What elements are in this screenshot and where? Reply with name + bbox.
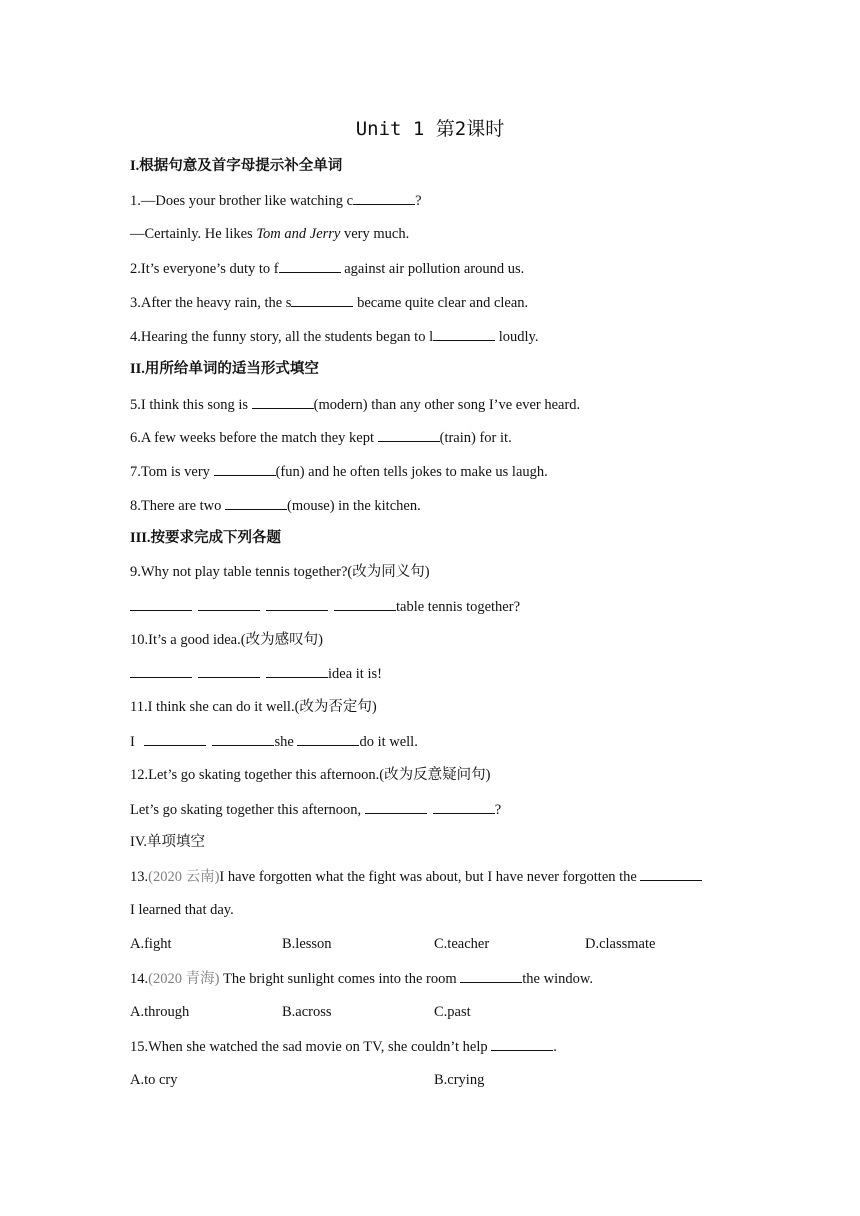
question-1	[130, 190, 422, 211]
answer-blank	[252, 394, 314, 409]
question-text: (train) for it.	[439, 430, 512, 446]
question-12: 12.Let’s go skating together this afternoon.(改为反意疑问句)	[130, 767, 491, 783]
answer-blank	[198, 663, 260, 678]
answer-blank	[433, 326, 495, 341]
question-number: 14.	[130, 971, 149, 987]
answer-blank	[365, 799, 427, 814]
question-10: 10.It’s a good idea.(改为感叹句)	[130, 632, 323, 648]
question-text: 1.—Does your brother like watching c	[130, 193, 354, 209]
question-text: the window.	[522, 971, 594, 987]
question-text: loudly.	[495, 329, 539, 345]
answer-blank	[266, 596, 328, 611]
question-14	[130, 968, 593, 989]
option-b: B.crying	[434, 1072, 485, 1088]
question-9-answer	[130, 596, 520, 617]
answer-blank	[297, 731, 359, 746]
question-text: 4.Hearing the funny story, all the students began to l	[130, 329, 434, 345]
answer-blank	[130, 596, 192, 611]
question-text: 5.I think this song is	[130, 397, 252, 413]
answer-blank	[225, 495, 287, 510]
answer-blank	[334, 596, 396, 611]
section-heading-2: II.用所给单词的适当形式填空	[130, 361, 319, 377]
answer-blank	[212, 731, 274, 746]
question-text: Let’s go skating together this afternoon,	[130, 802, 365, 818]
answer-blank	[291, 292, 353, 307]
question-text: —Certainly. He likes	[130, 226, 257, 242]
answer-blank	[198, 596, 260, 611]
answer-blank	[214, 461, 276, 476]
question-text: 3.After the heavy rain, the s	[130, 295, 292, 311]
option-a: A.fight	[130, 936, 172, 952]
question-text: very much.	[340, 226, 410, 242]
question-text: 7.Tom is very	[130, 464, 214, 480]
answer-blank	[640, 866, 702, 881]
answer-blank	[491, 1036, 553, 1051]
answer-blank	[266, 663, 328, 678]
question-11: 11.I think she can do it well.(改为否定句)	[130, 699, 377, 715]
question-text: idea it is!	[328, 666, 382, 682]
answer-blank	[279, 258, 341, 273]
question-13	[130, 866, 702, 887]
question-text: against air pollution around us.	[340, 261, 525, 277]
question-text: do it well.	[359, 734, 418, 750]
question-10-answer	[130, 663, 382, 684]
option-b: B.lesson	[282, 936, 332, 952]
section-heading-1: I.根据句意及首字母提示补全单词	[130, 158, 343, 174]
option-c: C.teacher	[434, 936, 490, 952]
question-7	[130, 461, 548, 482]
option-d: D.classmate	[585, 936, 656, 952]
question-number: 13.	[130, 869, 149, 885]
section-heading-3: III.按要求完成下列各题	[130, 530, 282, 546]
question-text: 6.A few weeks before the match they kept	[130, 430, 378, 446]
question-13-cont: I learned that day.	[130, 902, 234, 918]
question-text: she	[274, 734, 298, 750]
question-11-answer	[130, 731, 418, 752]
answer-blank	[460, 968, 522, 983]
question-8	[130, 495, 421, 516]
question-2	[130, 258, 524, 279]
question-text: I have forgotten what the fight was about, but I have never forgotten the	[219, 869, 641, 885]
question-15	[130, 1036, 557, 1057]
question-3	[130, 292, 528, 313]
answer-blank	[144, 731, 206, 746]
option-a: A.through	[130, 1004, 190, 1020]
question-1-reply	[130, 224, 409, 244]
question-text: 2.It’s everyone’s duty to f	[130, 261, 279, 277]
answer-blank	[433, 799, 495, 814]
question-source: (2020 青海)	[148, 971, 220, 987]
question-text: table tennis together?	[396, 599, 521, 615]
option-c: C.past	[434, 1004, 471, 1020]
answer-blank	[130, 663, 192, 678]
question-4	[130, 326, 538, 347]
question-text: ?	[415, 193, 422, 209]
question-text: (mouse) in the kitchen.	[287, 498, 421, 514]
question-text: became quite clear and clean.	[353, 295, 529, 311]
question-text: 15.When she watched the sad movie on TV, she couldn’t help	[130, 1039, 492, 1055]
option-b: B.across	[282, 1004, 332, 1020]
question-text: (modern) than any other song I’ve ever heard.	[313, 397, 581, 413]
page-title: Unit 1 第2课时	[355, 118, 505, 140]
question-text: The bright sunlight comes into the room	[219, 971, 461, 987]
answer-blank	[353, 190, 415, 205]
section-heading-4: IV.单项填空	[130, 834, 206, 850]
answer-blank	[378, 427, 440, 442]
italic-title: Tom and Jerry	[256, 226, 341, 242]
question-9: 9.Why not play table tennis together?(改为同义句)	[130, 564, 430, 580]
question-text: (fun) and he often tells jokes to make us laugh.	[275, 464, 548, 480]
question-text: .	[553, 1039, 557, 1055]
question-5	[130, 394, 580, 415]
question-source: (2020 云南)	[148, 869, 220, 885]
question-text: I	[130, 734, 139, 750]
question-text: ?	[494, 802, 502, 818]
question-text: 8.There are two	[130, 498, 226, 514]
question-12-answer	[130, 799, 501, 820]
question-6	[130, 427, 512, 448]
option-a: A.to cry	[130, 1072, 178, 1088]
